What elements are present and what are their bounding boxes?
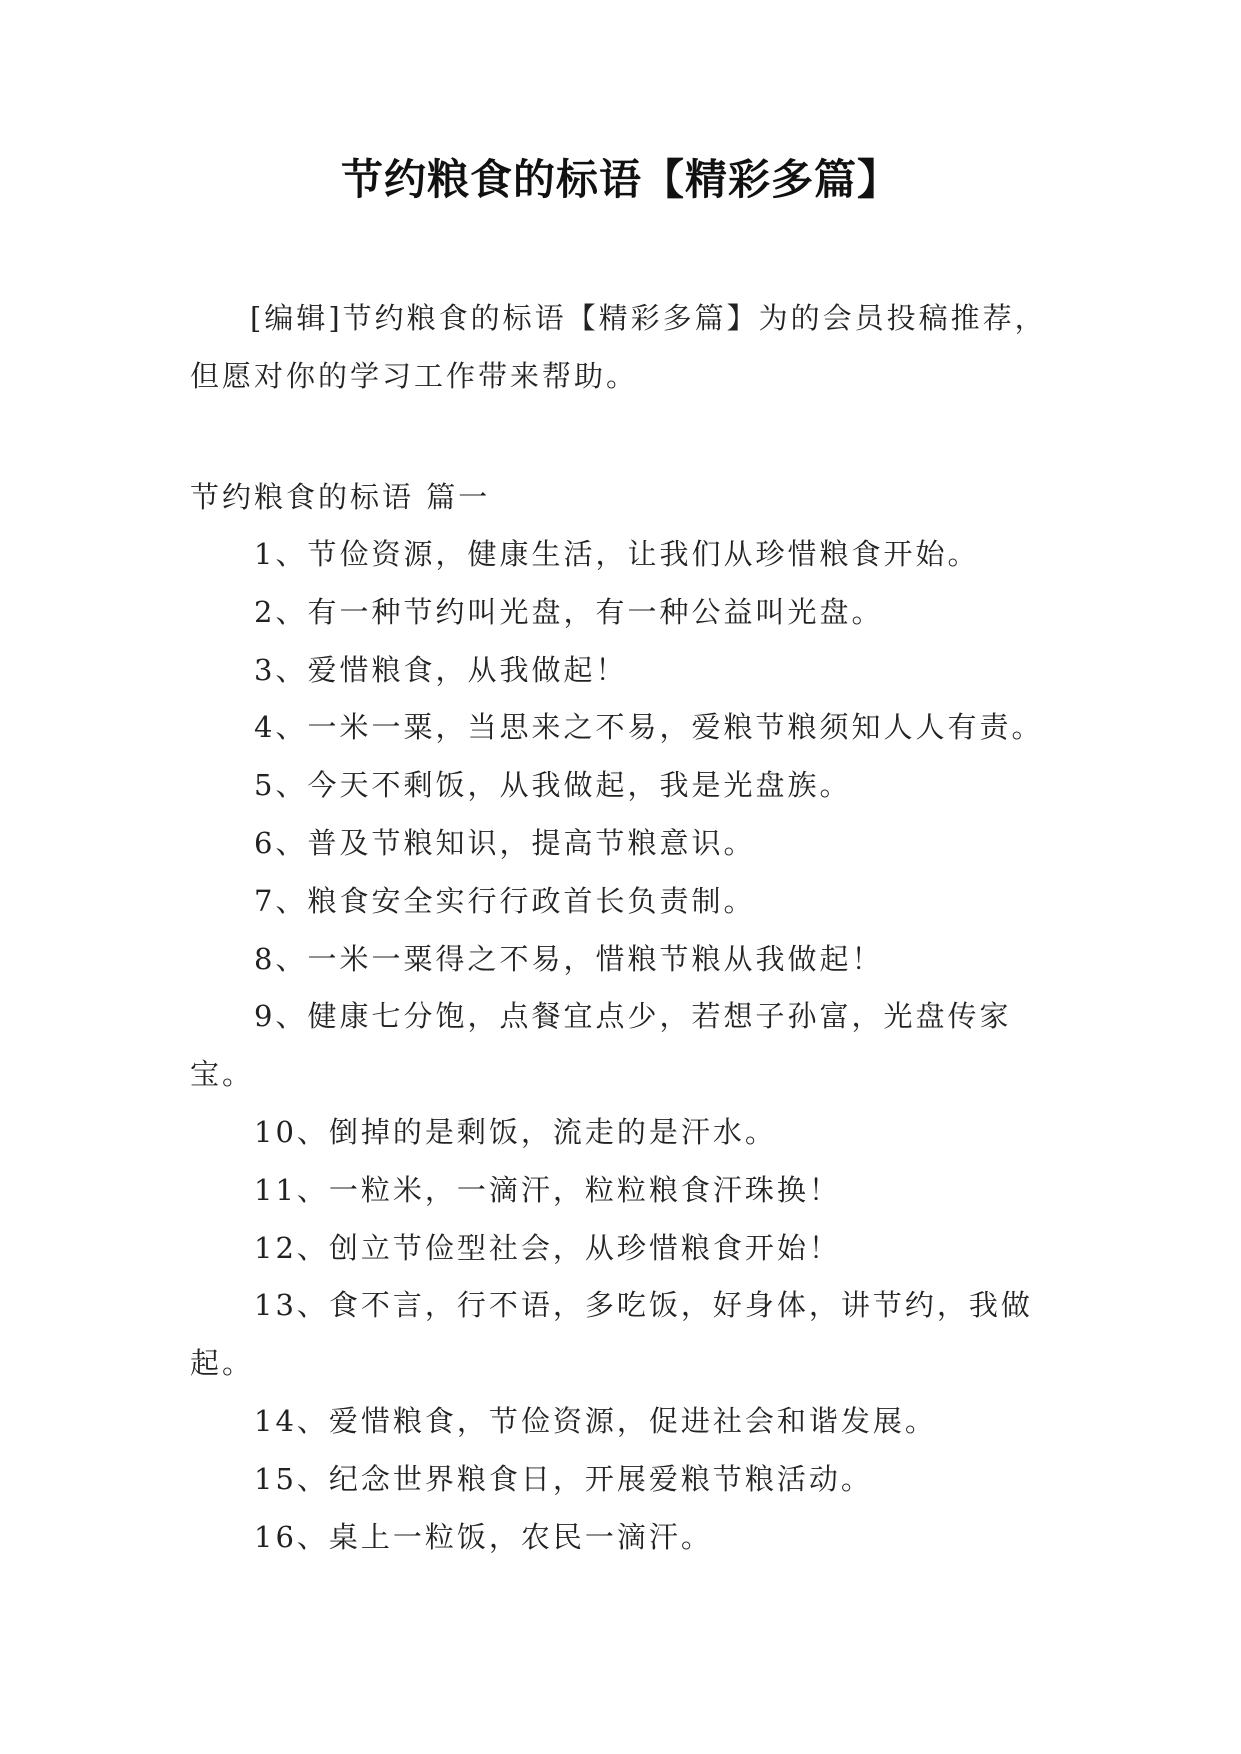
list-item: 15、纪念世界粮食日，开展爱粮节粮活动。 — [254, 1461, 873, 1496]
list-item: 6、普及节粮知识，提高节粮意识。 — [254, 825, 756, 860]
list-item: 10、倒掉的是剩饭，流走的是汗水。 — [254, 1114, 777, 1149]
list-item: 14、爱惜粮食，节俭资源，促进社会和谐发展。 — [254, 1403, 937, 1438]
intro-paragraph: [编辑]节约粮食的标语【精彩多篇】为的会员投稿推荐，但愿对你的学习工作带来帮助。 — [190, 301, 1047, 393]
list-item: 12、创立节俭型社会，从珍惜粮食开始！ — [254, 1230, 841, 1265]
list-item: 11、一粒米，一滴汗，粒粒粮食汗珠换！ — [254, 1172, 841, 1207]
section-heading: 节约粮食的标语 篇一 — [190, 480, 491, 514]
list-item: 13、食不言，行不语，多吃饭，好身体，讲节约，我做起。 — [190, 1288, 1033, 1381]
list-item: 9、健康七分饱，点餐宜点少，若想子孙富，光盘传家宝。 — [190, 999, 1012, 1092]
list-item: 16、桌上一粒饭，农民一滴汗。 — [254, 1519, 713, 1554]
list-item: 5、今天不剩饭，从我做起，我是光盘族。 — [254, 768, 852, 803]
list-item: 3、爱惜粮食，从我做起！ — [254, 652, 628, 687]
document-title: 节约粮食的标语【精彩多篇】 — [340, 155, 900, 204]
list-item: 7、粮食安全实行行政首长负责制。 — [254, 883, 756, 918]
list-item: 8、一米一粟得之不易，惜粮节粮从我做起！ — [254, 941, 884, 976]
slogan-list — [190, 526, 1070, 1566]
list-item: 4、一米一粟，当思来之不易，爱粮节粮须知人人有责。 — [254, 710, 1044, 745]
list-item: 1、节俭资源，健康生活，让我们从珍惜粮食开始。 — [254, 537, 980, 571]
list-item: 2、有一种节约叫光盘，有一种公益叫光盘。 — [254, 594, 884, 629]
